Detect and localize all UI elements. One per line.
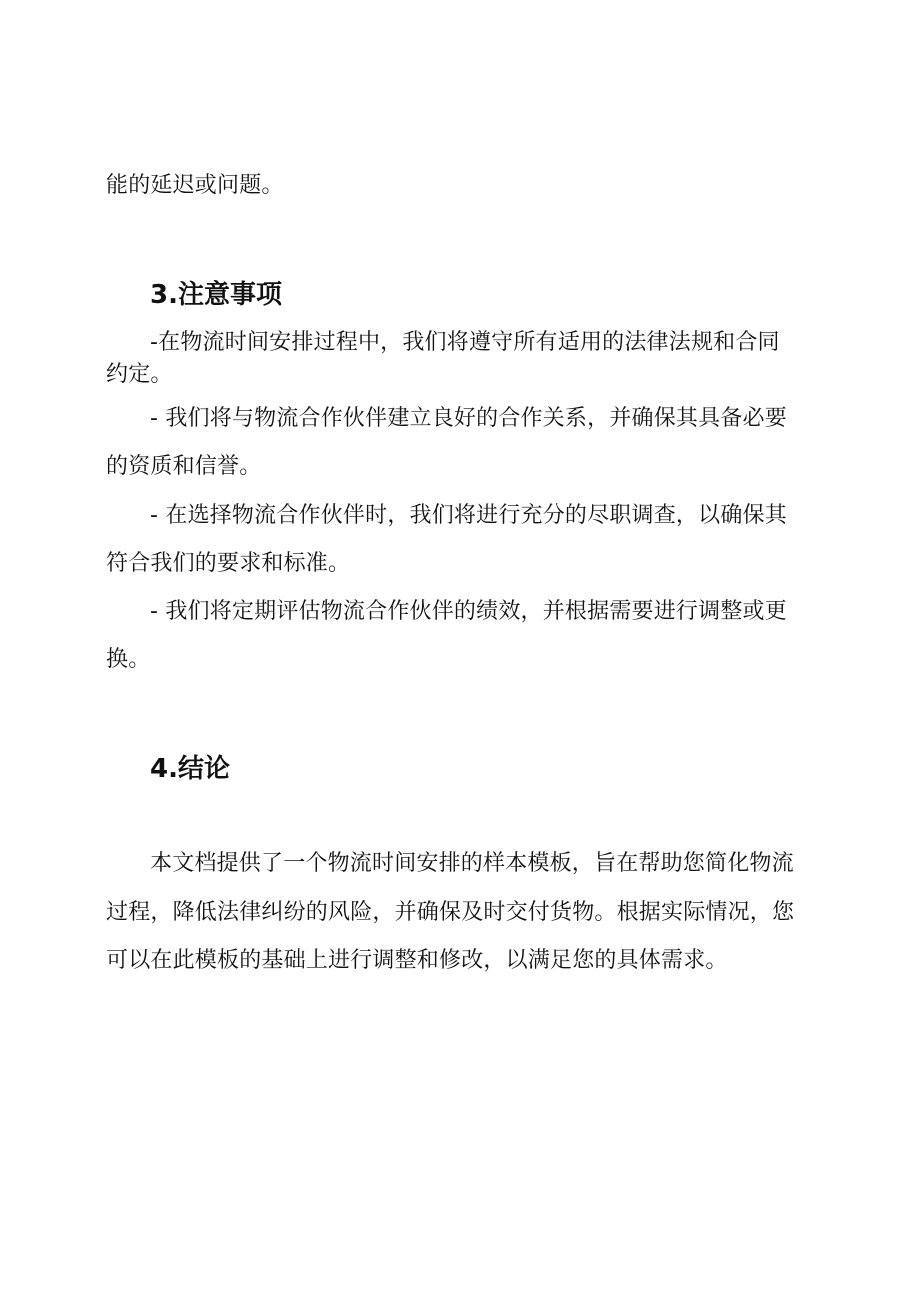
section-4-heading: 4.结论 [150, 754, 230, 784]
note-item-3-line-1: - 在选择物流合作伙伴时，我们将进行充分的尽职调查，以确保其 [150, 503, 787, 528]
note-item-1-line-1: -在物流时间安排过程中，我们将遵守所有适用的法律法规和合同 [150, 330, 780, 355]
note-item-4-line-1: - 我们将定期评估物流合作伙伴的绩效，并根据需要进行调整或更 [150, 599, 787, 624]
conclusion-line-3: 可以在此模板的基础上进行调整和修改，以满足您的具体需求。 [106, 948, 728, 973]
continuation-text: 能的延迟或问题。 [106, 173, 284, 198]
note-item-4-line-2: 换。 [106, 647, 151, 672]
note-item-3-line-2: 符合我们的要求和标准。 [106, 551, 351, 576]
conclusion-line-1: 本文档提供了一个物流时间安排的样本模板，旨在帮助您简化物流 [150, 851, 794, 876]
note-item-1-line-2: 约定。 [106, 362, 173, 387]
note-item-2-line-1: - 我们将与物流合作伙伴建立良好的合作关系，并确保其具备必要 [150, 406, 787, 431]
conclusion-line-2: 过程，降低法律纠纷的风险，并确保及时交付货物。根据实际情况，您 [106, 900, 795, 925]
note-item-2-line-2: 的资质和信誉。 [106, 454, 262, 479]
section-3-heading: 3.注意事项 [150, 280, 282, 310]
